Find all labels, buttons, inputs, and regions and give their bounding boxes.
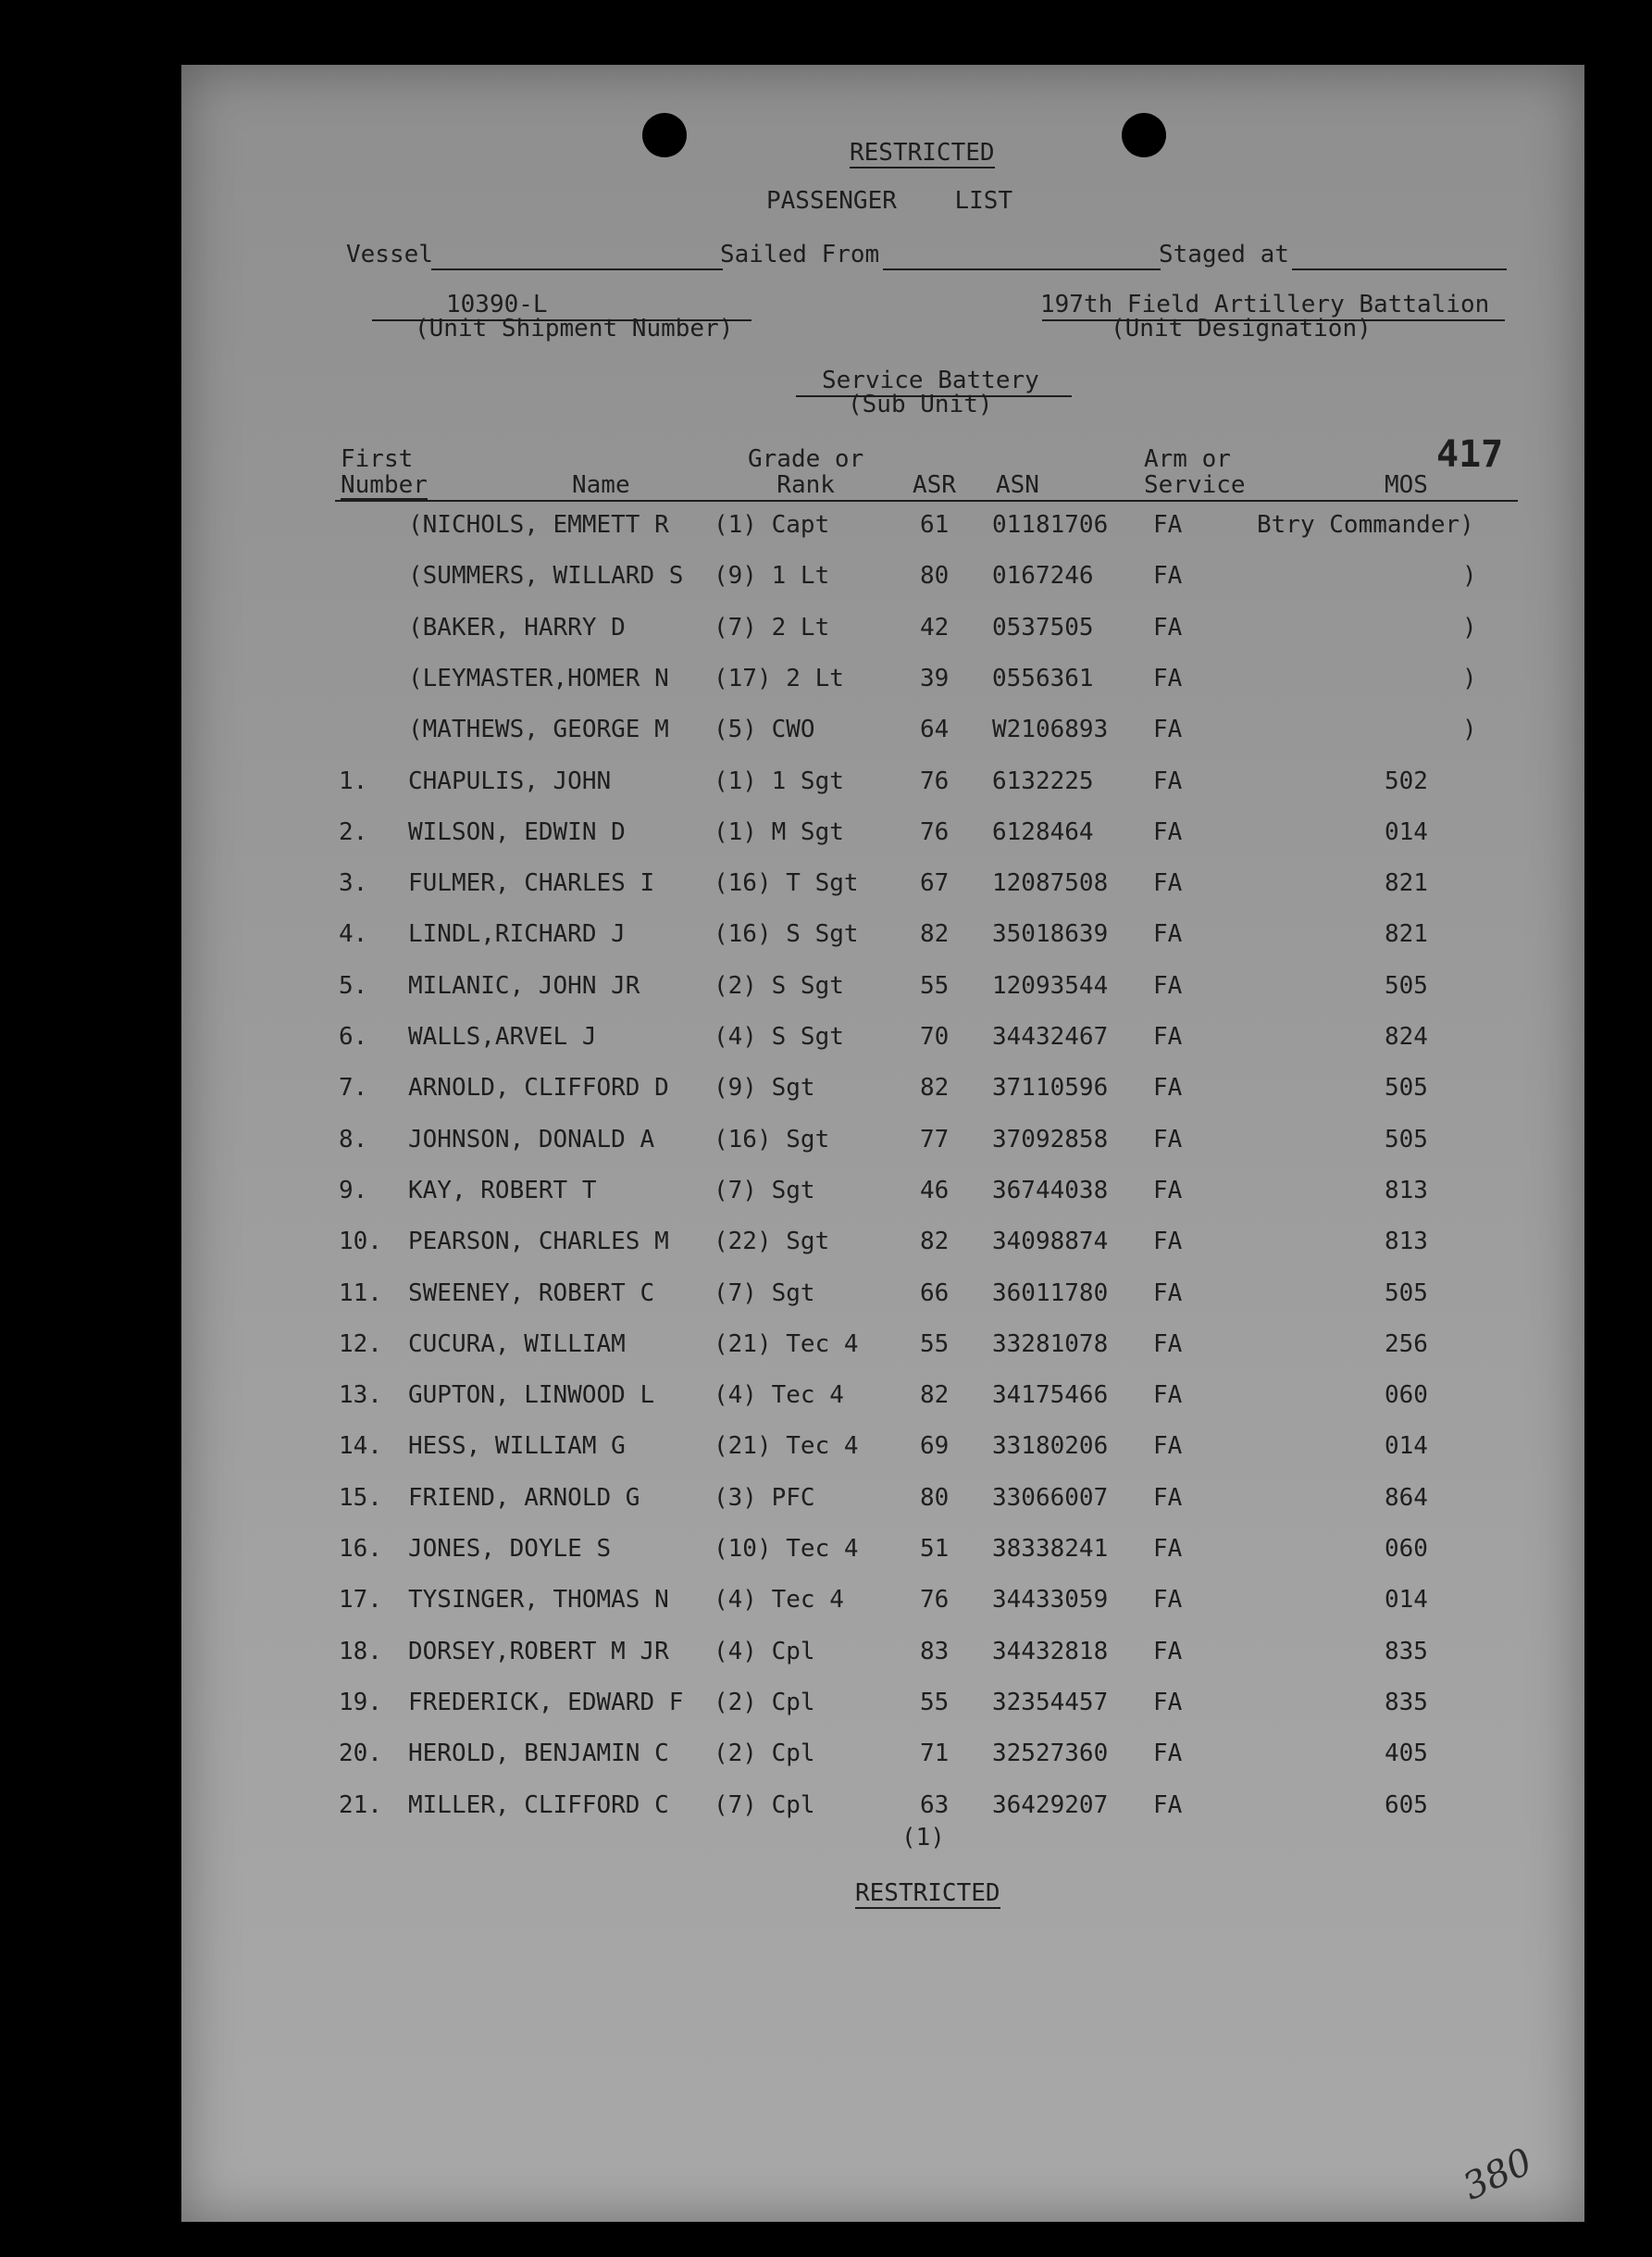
army-serial-number: 36011780 xyxy=(992,1278,1109,1307)
army-serial-number: 0537505 xyxy=(992,613,1094,642)
army-serial-number: 37092858 xyxy=(992,1125,1109,1153)
army-serial-number: W2106893 xyxy=(992,716,1109,744)
asr-score: 51 xyxy=(920,1535,950,1563)
passenger-name: JONES, DOYLE S xyxy=(408,1535,612,1563)
row-number: 8. xyxy=(339,1125,368,1153)
passenger-name: MILANIC, JOHN JR xyxy=(408,971,640,1000)
table-row xyxy=(181,1381,1584,1418)
row-number: 18. xyxy=(339,1637,382,1665)
row-number: 17. xyxy=(339,1586,382,1615)
punch-hole-right xyxy=(1122,113,1166,157)
mos-code: 060 xyxy=(1385,1381,1428,1410)
table-row xyxy=(181,1023,1584,1060)
asr-score: 66 xyxy=(920,1278,950,1307)
unit-shipment-caption: (Unit Shipment Number) xyxy=(415,315,734,343)
army-serial-number: 33281078 xyxy=(992,1329,1109,1358)
army-serial-number: 6128464 xyxy=(992,817,1094,846)
grade-rank: (7) 2 Lt xyxy=(714,613,830,642)
mos-code: 405 xyxy=(1385,1740,1428,1768)
vessel-field xyxy=(431,268,723,270)
army-serial-number: 01181706 xyxy=(992,511,1109,539)
arm-service: FA xyxy=(1153,1329,1183,1358)
vessel-label: Vessel xyxy=(346,241,433,268)
mos-code: ) xyxy=(1462,716,1477,744)
col-arm-service: Arm or Service xyxy=(1144,445,1246,499)
row-number: 19. xyxy=(339,1688,382,1716)
asr-score: 82 xyxy=(920,1381,950,1410)
table-row xyxy=(181,818,1584,855)
arm-service: FA xyxy=(1153,1586,1183,1615)
row-number: 11. xyxy=(339,1278,382,1307)
grade-rank: (9) Sgt xyxy=(714,1074,815,1103)
mos-code: 824 xyxy=(1385,1023,1428,1051)
mos-code: 864 xyxy=(1385,1483,1428,1512)
army-serial-number: 34098874 xyxy=(992,1228,1109,1256)
army-serial-number: 32527360 xyxy=(992,1740,1109,1768)
army-serial-number: 38338241 xyxy=(992,1535,1109,1563)
row-number: 20. xyxy=(339,1740,382,1768)
mos-code: 813 xyxy=(1385,1228,1428,1256)
asr-score: 39 xyxy=(920,664,950,692)
table-row xyxy=(181,920,1584,957)
grade-rank: (4) S Sgt xyxy=(714,1023,844,1051)
table-row xyxy=(181,972,1584,1009)
arm-service: FA xyxy=(1153,1278,1183,1307)
asr-score: 69 xyxy=(920,1432,950,1461)
restricted-top: RESTRICTED xyxy=(850,139,995,167)
asr-score: 80 xyxy=(920,1483,950,1512)
mos-code: 505 xyxy=(1385,1074,1428,1103)
asr-score: 55 xyxy=(920,1688,950,1716)
passenger-name: CUCURA, WILLIAM xyxy=(408,1329,626,1358)
unit-designation: 197th Field Artillery Battalion xyxy=(1040,291,1490,318)
passenger-name: TYSINGER, THOMAS N xyxy=(408,1586,669,1615)
col-first-number: First Number xyxy=(341,445,428,499)
table-row xyxy=(181,767,1584,804)
mos-code: 014 xyxy=(1385,817,1428,846)
sailed-from-label: Sailed From xyxy=(720,241,880,268)
table-row xyxy=(181,716,1584,753)
mos-code: 505 xyxy=(1385,1125,1428,1153)
grade-rank: (16) S Sgt xyxy=(714,920,859,949)
asr-score: 63 xyxy=(920,1790,950,1819)
asr-score: 82 xyxy=(920,1228,950,1256)
grade-rank: (3) PFC xyxy=(714,1483,815,1512)
grade-rank: (16) T Sgt xyxy=(714,869,859,898)
army-serial-number: 34432818 xyxy=(992,1637,1109,1665)
grade-rank: (4) Cpl xyxy=(714,1637,815,1665)
row-number: 1. xyxy=(339,767,368,795)
table-row xyxy=(181,1586,1584,1623)
row-number: 7. xyxy=(339,1074,368,1103)
col-name: Name xyxy=(572,471,630,499)
table-row xyxy=(181,1126,1584,1163)
army-serial-number: 0556361 xyxy=(992,664,1094,692)
mos-code: 256 xyxy=(1385,1329,1428,1358)
army-serial-number: 34175466 xyxy=(992,1381,1109,1410)
table-row xyxy=(181,1689,1584,1726)
row-number: 4. xyxy=(339,920,368,949)
row-number: 15. xyxy=(339,1483,382,1512)
passenger-name: JOHNSON, DONALD A xyxy=(408,1125,655,1153)
table-row xyxy=(181,1638,1584,1675)
army-serial-number: 12093544 xyxy=(992,971,1109,1000)
asr-score: 77 xyxy=(920,1125,950,1153)
asr-score: 46 xyxy=(920,1176,950,1204)
army-serial-number: 32354457 xyxy=(992,1688,1109,1716)
asr-score: 61 xyxy=(920,511,950,539)
grade-rank: (7) Sgt xyxy=(714,1176,815,1204)
row-number: 21. xyxy=(339,1790,382,1819)
grade-rank: (17) 2 Lt xyxy=(714,664,844,692)
mos-code: 821 xyxy=(1385,920,1428,949)
grade-rank: (2) Cpl xyxy=(714,1740,815,1768)
arm-service: FA xyxy=(1153,1483,1183,1512)
table-row xyxy=(181,1279,1584,1316)
row-number: 12. xyxy=(339,1329,382,1358)
row-number: 6. xyxy=(339,1023,368,1051)
document-title: PASSENGER LIST xyxy=(766,187,1013,215)
grade-rank: (7) Cpl xyxy=(714,1790,815,1819)
mos-code: 605 xyxy=(1385,1790,1428,1819)
mos-code: 505 xyxy=(1385,1278,1428,1307)
table-row xyxy=(181,1535,1584,1572)
row-number: 16. xyxy=(339,1535,382,1563)
arm-service: FA xyxy=(1153,613,1183,642)
mos-code: ) xyxy=(1462,664,1477,692)
grade-rank: (1) 1 Sgt xyxy=(714,767,844,795)
row-number: 14. xyxy=(339,1432,382,1461)
asr-score: 76 xyxy=(920,817,950,846)
table-row xyxy=(181,1484,1584,1521)
table-row xyxy=(181,1791,1584,1828)
passenger-name: GUPTON, LINWOOD L xyxy=(408,1381,655,1410)
mos-code: 835 xyxy=(1385,1688,1428,1716)
mos-code: 014 xyxy=(1385,1586,1428,1615)
passenger-name: (MATHEWS, GEORGE M xyxy=(408,716,669,744)
grade-rank: (2) Cpl xyxy=(714,1688,815,1716)
page-number: (1) xyxy=(901,1824,945,1852)
header-rule xyxy=(335,500,1518,502)
col-grade: Grade or Rank xyxy=(748,445,864,499)
grade-rank: (5) CWO xyxy=(714,716,815,744)
asr-score: 82 xyxy=(920,920,950,949)
arm-service: FA xyxy=(1153,1074,1183,1103)
arm-service: FA xyxy=(1153,1637,1183,1665)
passenger-name: WALLS,ARVEL J xyxy=(408,1023,597,1051)
row-number: 3. xyxy=(339,869,368,898)
mos-code: ) xyxy=(1462,562,1477,591)
asr-score: 67 xyxy=(920,869,950,898)
asr-score: 82 xyxy=(920,1074,950,1103)
col-asn: ASN xyxy=(996,471,1039,499)
sailed-from-field xyxy=(883,268,1161,270)
arm-service: FA xyxy=(1153,1688,1183,1716)
passenger-name: WILSON, EDWIN D xyxy=(408,817,626,846)
handwritten-number: 380 xyxy=(1456,2140,1539,2209)
arm-service: FA xyxy=(1153,1432,1183,1461)
arm-service: FA xyxy=(1153,1790,1183,1819)
passenger-name: (LEYMASTER,HOMER N xyxy=(408,664,669,692)
mos-code: ) xyxy=(1462,613,1477,642)
arm-service: FA xyxy=(1153,664,1183,692)
grade-rank: (22) Sgt xyxy=(714,1228,830,1256)
arm-service: FA xyxy=(1153,1740,1183,1768)
arm-service: FA xyxy=(1153,869,1183,898)
asr-score: 80 xyxy=(920,562,950,591)
army-serial-number: 34433059 xyxy=(992,1586,1109,1615)
army-serial-number: 0167246 xyxy=(992,562,1094,591)
army-serial-number: 33180206 xyxy=(992,1432,1109,1461)
grade-rank: (1) M Sgt xyxy=(714,817,844,846)
passenger-name: (SUMMERS, WILLARD S xyxy=(408,562,684,591)
page-stamp: 417 xyxy=(1436,433,1504,476)
army-serial-number: 36744038 xyxy=(992,1176,1109,1204)
army-serial-number: 35018639 xyxy=(992,920,1109,949)
staged-at-field xyxy=(1292,268,1507,270)
arm-service: FA xyxy=(1153,562,1183,591)
grade-rank: (16) Sgt xyxy=(714,1125,830,1153)
document-sheet xyxy=(181,65,1584,2222)
grade-rank: (10) Tec 4 xyxy=(714,1535,859,1563)
passenger-name: PEARSON, CHARLES M xyxy=(408,1228,669,1256)
passenger-name: SWEENEY, ROBERT C xyxy=(408,1278,655,1307)
row-number: 10. xyxy=(339,1228,382,1256)
passenger-name: FULMER, CHARLES I xyxy=(408,869,655,898)
asr-score: 83 xyxy=(920,1637,950,1665)
table-row xyxy=(181,1330,1584,1367)
sub-unit-caption: (Sub Unit) xyxy=(848,391,993,418)
asr-score: 42 xyxy=(920,613,950,642)
passenger-name: (NICHOLS, EMMETT R xyxy=(408,511,669,539)
mos-code: 835 xyxy=(1385,1637,1428,1665)
mos-code: Btry Commander) xyxy=(1257,511,1474,539)
grade-rank: (4) Tec 4 xyxy=(714,1381,844,1410)
passenger-name: HESS, WILLIAM G xyxy=(408,1432,626,1461)
asr-score: 76 xyxy=(920,767,950,795)
passenger-name: HEROLD, BENJAMIN C xyxy=(408,1740,669,1768)
passenger-name: KAY, ROBERT T xyxy=(408,1176,597,1204)
row-number: 5. xyxy=(339,971,368,1000)
asr-score: 76 xyxy=(920,1586,950,1615)
grade-rank: (21) Tec 4 xyxy=(714,1329,859,1358)
table-row xyxy=(181,1074,1584,1111)
table-row xyxy=(181,1228,1584,1265)
table-row xyxy=(181,562,1584,599)
army-serial-number: 34432467 xyxy=(992,1023,1109,1051)
arm-service: FA xyxy=(1153,1125,1183,1153)
staged-at-label: Staged at xyxy=(1159,241,1289,268)
grade-rank: (7) Sgt xyxy=(714,1278,815,1307)
passenger-name: (BAKER, HARRY D xyxy=(408,613,626,642)
row-number: 13. xyxy=(339,1381,382,1410)
grade-rank: (4) Tec 4 xyxy=(714,1586,844,1615)
mos-code: 502 xyxy=(1385,767,1428,795)
army-serial-number: 36429207 xyxy=(992,1790,1109,1819)
unit-designation-caption: (Unit Designation) xyxy=(1111,315,1372,343)
passenger-name: FRIEND, ARNOLD G xyxy=(408,1483,640,1512)
row-number: 2. xyxy=(339,817,368,846)
mos-code: 060 xyxy=(1385,1535,1428,1563)
table-row xyxy=(181,1432,1584,1469)
mos-code: 505 xyxy=(1385,971,1428,1000)
arm-service: FA xyxy=(1153,767,1183,795)
asr-score: 71 xyxy=(920,1740,950,1768)
passenger-name: LINDL,RICHARD J xyxy=(408,920,626,949)
col-mos: MOS xyxy=(1385,471,1428,499)
army-serial-number: 37110596 xyxy=(992,1074,1109,1103)
asr-score: 64 xyxy=(920,716,950,744)
arm-service: FA xyxy=(1153,1228,1183,1256)
mos-code: 014 xyxy=(1385,1432,1428,1461)
arm-service: FA xyxy=(1153,817,1183,846)
passenger-name: FREDERICK, EDWARD F xyxy=(408,1688,684,1716)
army-serial-number: 6132225 xyxy=(992,767,1094,795)
restricted-bottom: RESTRICTED xyxy=(855,1879,1000,1907)
arm-service: FA xyxy=(1153,1381,1183,1410)
arm-service: FA xyxy=(1153,1535,1183,1563)
arm-service: FA xyxy=(1153,1023,1183,1051)
table-row xyxy=(181,869,1584,906)
arm-service: FA xyxy=(1153,511,1183,539)
mos-code: 821 xyxy=(1385,869,1428,898)
army-serial-number: 33066007 xyxy=(992,1483,1109,1512)
sub-unit: Service Battery xyxy=(822,367,1039,394)
army-serial-number: 12087508 xyxy=(992,869,1109,898)
mos-code: 813 xyxy=(1385,1176,1428,1204)
arm-service: FA xyxy=(1153,971,1183,1000)
passenger-name: ARNOLD, CLIFFORD D xyxy=(408,1074,669,1103)
passenger-name: DORSEY,ROBERT M JR xyxy=(408,1637,669,1665)
table-row xyxy=(181,614,1584,651)
grade-rank: (1) Capt xyxy=(714,511,830,539)
passenger-name: CHAPULIS, JOHN xyxy=(408,767,612,795)
arm-service: FA xyxy=(1153,1176,1183,1204)
table-row xyxy=(181,511,1584,548)
table-row xyxy=(181,1177,1584,1214)
arm-service: FA xyxy=(1153,716,1183,744)
row-number: 9. xyxy=(339,1176,368,1204)
grade-rank: (9) 1 Lt xyxy=(714,562,830,591)
col-asr: ASR xyxy=(913,471,956,499)
asr-score: 55 xyxy=(920,1329,950,1358)
table-row xyxy=(181,1740,1584,1777)
table-row xyxy=(181,665,1584,702)
punch-hole-left xyxy=(642,113,687,157)
asr-score: 55 xyxy=(920,971,950,1000)
passenger-name: MILLER, CLIFFORD C xyxy=(408,1790,669,1819)
grade-rank: (21) Tec 4 xyxy=(714,1432,859,1461)
grade-rank: (2) S Sgt xyxy=(714,971,844,1000)
unit-shipment-number: 10390-L xyxy=(446,291,548,318)
asr-score: 70 xyxy=(920,1023,950,1051)
arm-service: FA xyxy=(1153,920,1183,949)
